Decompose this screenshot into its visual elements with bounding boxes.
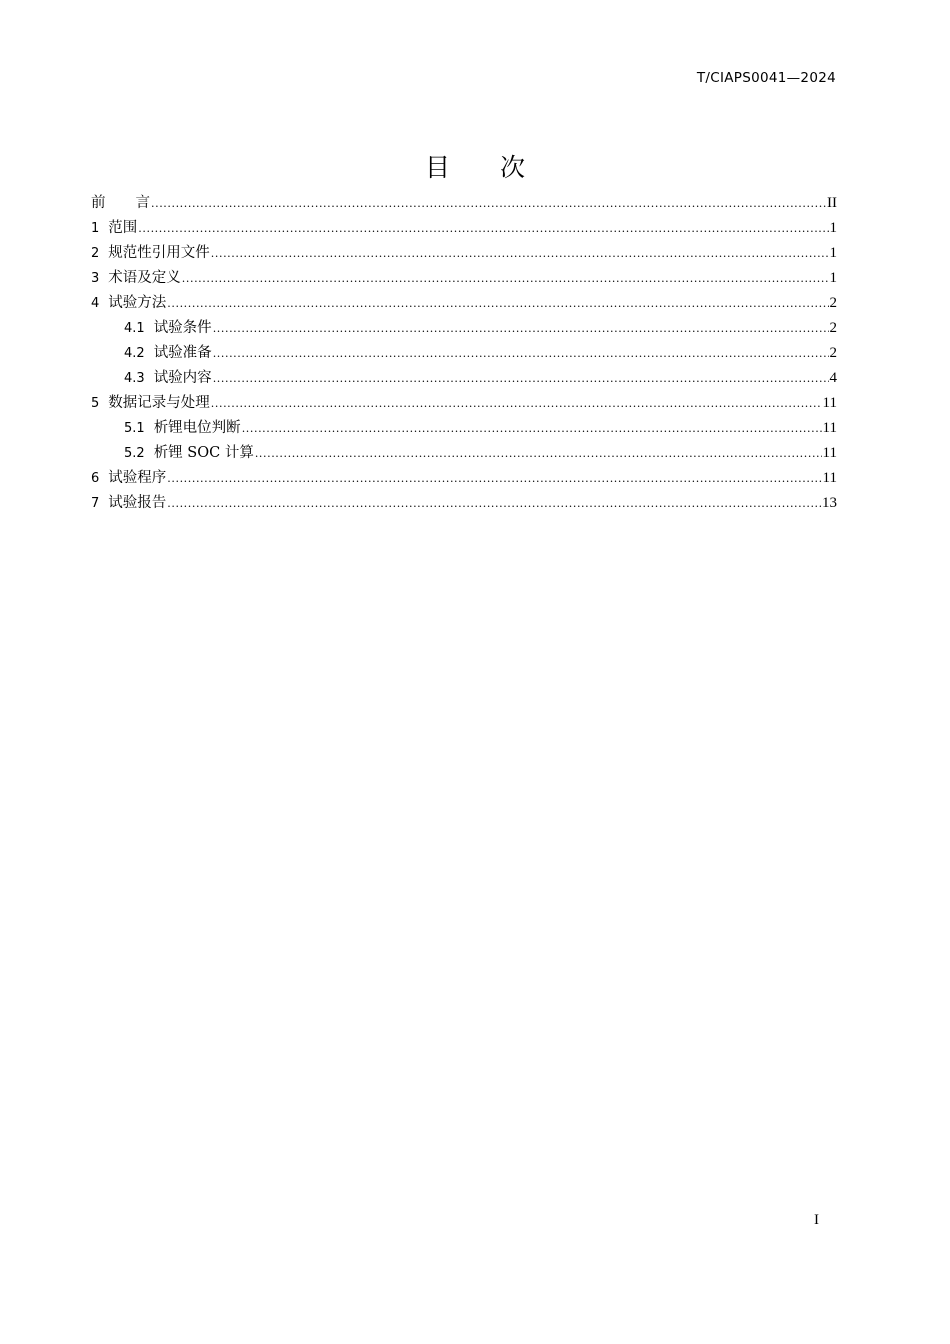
toc-entry-5[interactable] [91, 391, 837, 416]
dot-leader [151, 191, 826, 216]
toc-entry-page: 11 [822, 395, 837, 411]
dot-leader [213, 366, 829, 391]
toc-entry-page: 11 [822, 470, 837, 486]
dot-leader [211, 391, 822, 416]
toc-entry-4-3[interactable] [91, 366, 837, 391]
toc-entry-page: 13 [822, 495, 837, 511]
toc-entry-label: 析锂电位判断 [153, 420, 241, 436]
toc-entry-2[interactable] [91, 241, 837, 266]
toc-entry-4-1[interactable] [91, 316, 837, 341]
toc-entry-label: 试验内容 [153, 370, 212, 386]
toc-entry-number: 5.1 [124, 421, 145, 436]
toc-entry-label: 规范性引用文件 [108, 245, 210, 261]
toc-entry-7[interactable] [91, 491, 837, 516]
toc-entry-page: 2 [829, 345, 837, 361]
dot-leader [211, 241, 829, 266]
toc-entry-label: 试验条件 [153, 320, 212, 336]
dot-leader [167, 291, 828, 316]
toc-entry-6[interactable] [91, 466, 837, 491]
toc-entry-number: 7 [91, 496, 100, 511]
toc-entry-number: 5.2 [124, 446, 145, 461]
toc-entry-4-2[interactable] [91, 341, 837, 366]
toc-entry-number: 4 [91, 296, 100, 311]
toc-entry-number: 2 [91, 246, 100, 261]
toc-entry-number: 1 [91, 221, 100, 236]
dot-leader [242, 416, 822, 441]
toc-entry-label: 析锂 SOC 计算 [153, 445, 254, 461]
dot-leader [167, 491, 821, 516]
toc-entry-number: 4.2 [124, 346, 145, 361]
dot-leader [182, 266, 829, 291]
dot-leader [138, 216, 828, 241]
toc-entry-page: 1 [829, 245, 837, 261]
toc-entry-number: 6 [91, 471, 100, 486]
toc-entry-number: 5 [91, 396, 100, 411]
toc-entry-label: 试验准备 [153, 345, 212, 361]
toc-entry-label: 术语及定义 [108, 270, 181, 286]
dot-leader [167, 466, 821, 491]
toc-entry-number: 4.1 [124, 321, 145, 336]
standard-code: T/CIAPS0041—2024 [696, 70, 836, 86]
toc-entry-number: 3 [91, 271, 100, 286]
toc-entry-page: 1 [829, 270, 837, 286]
page-number: I [814, 1212, 819, 1228]
toc-entry-foreword[interactable] [91, 191, 837, 216]
dot-leader [213, 316, 829, 341]
dot-leader [255, 441, 822, 466]
toc-entry-page: 11 [822, 420, 837, 436]
toc-title-part2: 次 [500, 153, 526, 182]
toc-entry-page: 1 [829, 220, 837, 236]
toc-entry-page: II [827, 195, 837, 211]
toc-entry-label: 试验方法 [108, 295, 167, 311]
toc-entry-label: 试验报告 [108, 495, 167, 511]
toc-entry-5-2[interactable] [91, 441, 837, 466]
toc-entry-page: 2 [829, 320, 837, 336]
toc-entry-label: 试验程序 [108, 470, 167, 486]
toc-entry-3[interactable] [91, 266, 837, 291]
toc-entry-label: 数据记录与处理 [108, 395, 210, 411]
dot-leader [213, 341, 829, 366]
toc-entry-4[interactable] [91, 291, 837, 316]
toc-entry-5-1[interactable] [91, 416, 837, 441]
toc-entry-label: 前 言 [91, 195, 150, 211]
toc-entry-page: 2 [829, 295, 837, 311]
toc-entry-page: 11 [822, 445, 837, 461]
toc-title [0, 148, 950, 184]
toc-entry-label: 范围 [108, 220, 138, 236]
toc-entry-1[interactable] [91, 216, 837, 241]
table-of-contents [91, 191, 837, 516]
toc-title-part1: 目 [424, 153, 450, 182]
toc-entry-number: 4.3 [124, 371, 145, 386]
toc-entry-page: 4 [829, 370, 837, 386]
